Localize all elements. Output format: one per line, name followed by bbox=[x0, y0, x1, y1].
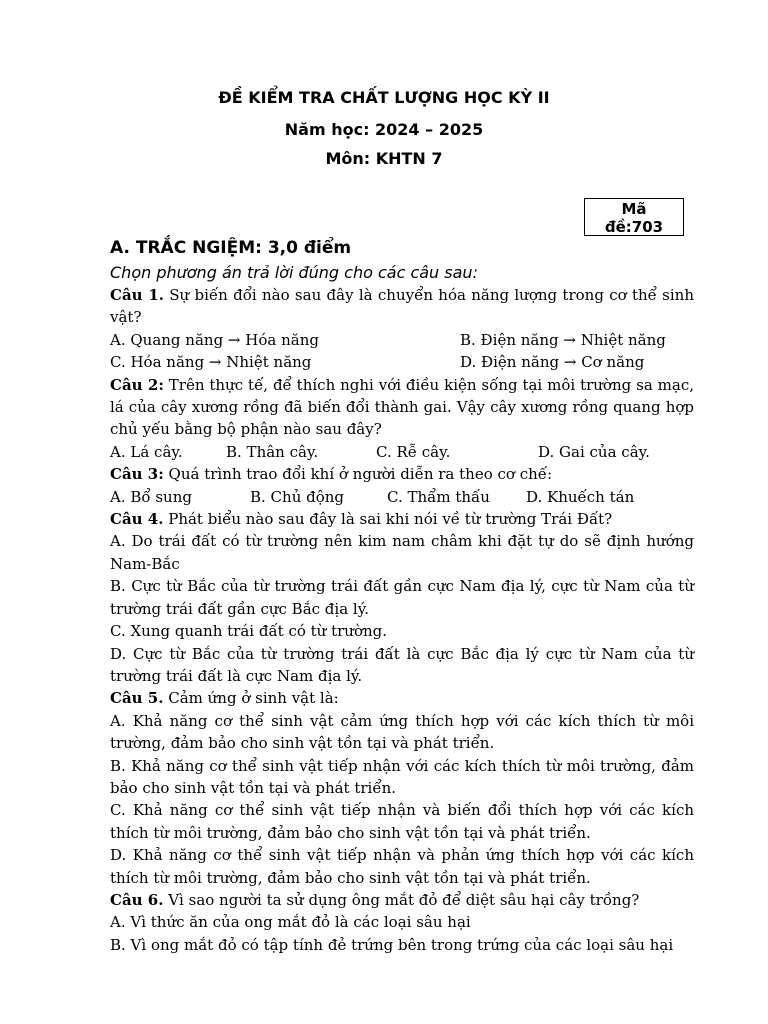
option-b: B. Thân cây. bbox=[226, 442, 319, 461]
option-a: A. Vì thức ăn của ong mắt đỏ là các loại sâu hại bbox=[110, 913, 471, 932]
options-row bbox=[110, 486, 694, 508]
question-text: Sự biến đổi nào sau đây là chuyển hóa năng lượng trong cơ thể sinh vật? bbox=[110, 286, 694, 327]
option-b: B. Vì ong mắt đỏ có tập tính đẻ trứng bên trong trứng của các loại sâu hại bbox=[110, 935, 674, 954]
option-a: A. Bổ sung bbox=[110, 487, 192, 506]
section-title: A. TRẮC NGIỆM: 3,0 điểm bbox=[110, 238, 352, 258]
question-label: Câu 5. bbox=[110, 689, 164, 708]
exam-code-label: Mã bbox=[621, 200, 647, 218]
question-2 bbox=[110, 374, 694, 441]
option-b: B. Điện năng → Nhiệt năng bbox=[460, 330, 666, 349]
question-text: Phát biểu nào sau đây là sai khi nói về từ trường Trái Đất? bbox=[163, 510, 613, 529]
exam-code-box bbox=[584, 198, 684, 236]
question-label: Câu 2: bbox=[110, 375, 164, 394]
exam-code-value: đề:703 bbox=[604, 218, 664, 236]
option-b: B. Cực từ Bắc của từ trường trái đất gần cực Nam địa lý, cực từ Nam của từ trường trái đất gần cực Bắc địa lý. bbox=[110, 577, 694, 618]
option-c: C. Xung quanh trái đất có từ trường. bbox=[110, 622, 388, 641]
option-c: C. Khả năng cơ thể sinh vật tiếp nhận và biến đổi thích hợp với các kích thích từ môi trường, đảm bảo cho sinh vật tồn tại và phát triển. bbox=[110, 801, 694, 842]
question-text: Vì sao người ta sử dụng ông mắt đỏ để diệt sâu hại cây trồng? bbox=[163, 890, 640, 909]
option-b: B. Khả năng cơ thể sinh vật tiếp nhận với các kích thích từ môi trường, đảm bảo cho sinh vật tồn tại và phát triển. bbox=[110, 756, 694, 797]
question-4 bbox=[110, 508, 694, 530]
option-c: C. Rễ cây. bbox=[376, 442, 451, 461]
option-a: A. Khả năng cơ thể sinh vật cảm ứng thích hợp với các kích thích từ môi trường, đảm bảo cho sinh vật tồn tại và phát triển. bbox=[110, 711, 694, 753]
option-d: D. Điện năng → Cơ năng bbox=[460, 353, 645, 372]
option-a: A. Quang năng → Hóa năng bbox=[110, 330, 319, 349]
question-label: Câu 6. bbox=[110, 890, 164, 909]
school-year: Năm học: 2024 – 2025 bbox=[284, 120, 484, 139]
question-label: Câu 1. bbox=[110, 286, 164, 304]
question-text: Trên thực tế, để thích nghi với điều kiện sống tại môi trường sa mạc, lá của cây xương rồng đã biến đổi thành gai. Vậy cây xương rồng quang hợp chủ yếu bằng bộ phận nào sau đây? bbox=[110, 375, 694, 439]
options-row bbox=[110, 351, 694, 373]
subject: Môn: KHTN 7 bbox=[325, 149, 443, 168]
question-1 bbox=[110, 284, 694, 329]
exam-title: ĐỀ KIỂM TRA CHẤT LƯỢNG HỌC KỲ II bbox=[218, 88, 550, 107]
option-d: D. Khả năng cơ thể sinh vật tiếp nhận và phản ứng thích hợp với các kích thích từ môi trường, đảm bảo cho sinh vật tồn tại và phát triển. bbox=[110, 846, 694, 887]
option-a: A. Lá cây. bbox=[110, 442, 183, 461]
option-d: D. Cực từ Bắc của từ trường trái đất là cực Bắc địa lý cực từ Nam của từ trường trái đất là cực Nam địa lý. bbox=[110, 644, 694, 685]
option-a: A. Do trái đất có từ trường nên kim nam châm khi đặt tự do sẽ định hướng Nam-Bắc bbox=[110, 532, 694, 573]
option-c: C. Hóa năng → Nhiệt năng bbox=[110, 353, 312, 372]
options-row bbox=[110, 329, 694, 351]
questions-body bbox=[110, 284, 694, 956]
question-5 bbox=[110, 687, 694, 709]
option-b: B. Chủ động bbox=[250, 487, 345, 506]
option-d: D. Gai của cây. bbox=[538, 442, 650, 461]
question-label: Câu 4. bbox=[110, 510, 164, 529]
question-6 bbox=[110, 889, 694, 911]
question-text: Cảm ứng ở sinh vật là: bbox=[163, 689, 339, 708]
question-3 bbox=[110, 463, 694, 485]
option-d: D. Khuếch tán bbox=[526, 487, 635, 506]
question-label: Câu 3: bbox=[110, 465, 164, 484]
section-instruction: Chọn phương án trả lời đúng cho các câu sau: bbox=[110, 263, 478, 282]
question-text: Quá trình trao đổi khí ở người diễn ra theo cơ chế: bbox=[163, 465, 553, 484]
option-c: C. Thẩm thấu bbox=[387, 487, 490, 506]
options-row bbox=[110, 441, 694, 463]
